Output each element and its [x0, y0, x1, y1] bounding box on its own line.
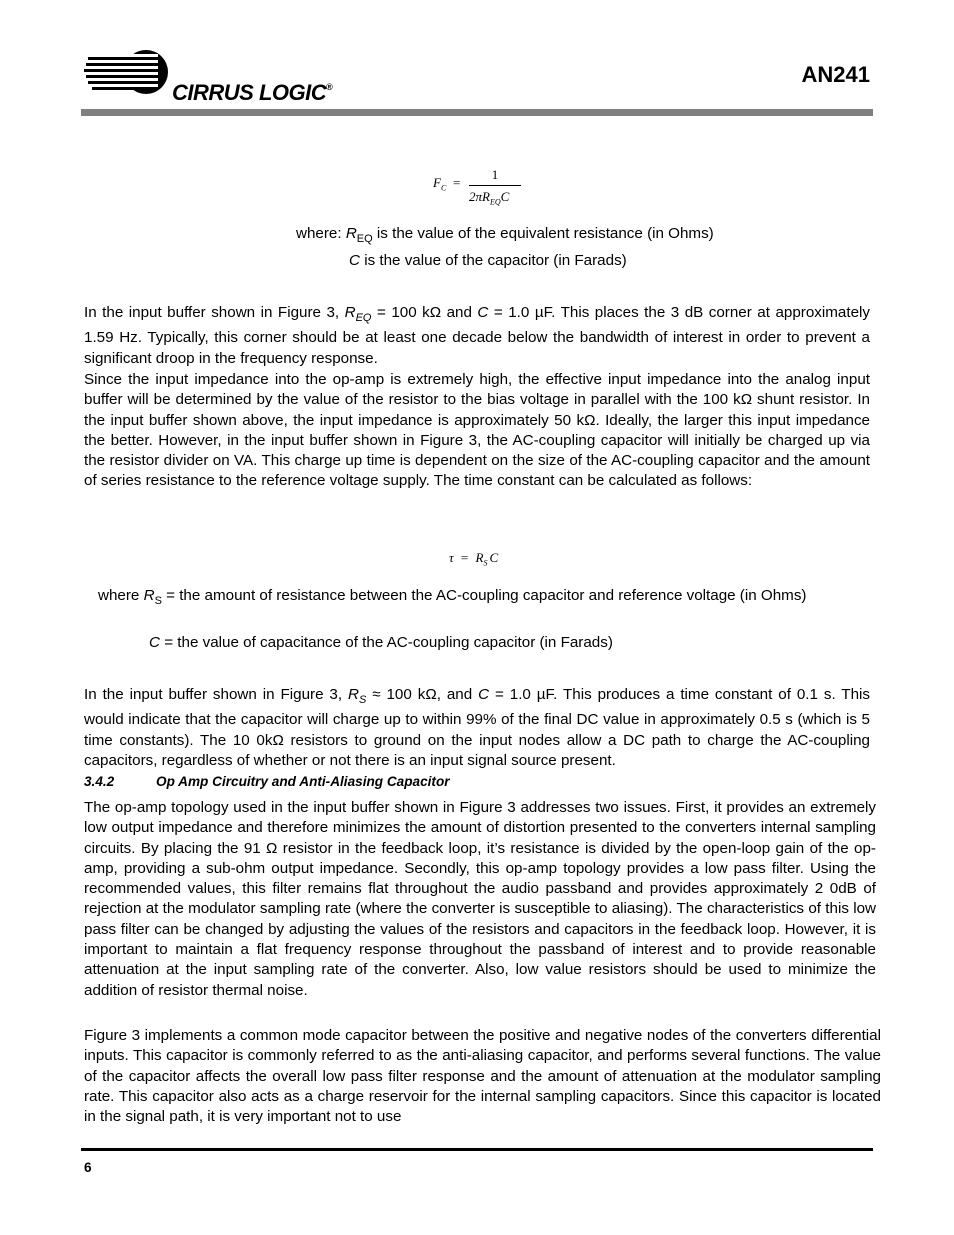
- formula1-denominator: $2\pi R_{EQ}C$: [469, 189, 510, 207]
- paragraph-input-impedance: Since the input impedance into the op-amp is extremely high, the effective input impedance into the analog input buffer will be determined by the value of the resistor to the bias voltage in parallel with the 100 kΩ shunt resistor. In the input buffer shown above, the input impedance is approximately 50 kΩ. Ideally, the larger this input impedance the better. However, in the input buffer shown in Figure 3, the AC-coupling capacitor will initially be charged up via the resistor divider on VA. This charge up time is dependent on the size of the AC-coupling capacitor and the amount of series resistance to the reference voltage supply. The time constant can be calculated as follows:: [84, 371, 870, 490]
- corner-frequency-formula: [433, 167, 533, 211]
- logo-wordmark: [172, 80, 332, 106]
- section-heading: [84, 774, 450, 789]
- paragraph-time-constant: In the input buffer shown in Figure 3, $R_S \approx 100$ kΩ, and C = 1.0 µF. This produces a time constant of 0.1 s. This would indicate that the capacitor will charge up to within 99% of the final DC value in approximately 0.5 s (which is 5 time constants). The 10 0kΩ resistors to ground on the input nodes allow a DC path to charge the AC-coupling capacitors, regardless of whether or not there is an input signal source present.: [84, 686, 870, 769]
- registered-mark: ®: [326, 82, 333, 92]
- formula1-lhs: $F_C$: [433, 175, 447, 193]
- logo-text: CIRRUS LOGIC: [172, 80, 327, 105]
- logo-swoosh-icon: [84, 48, 179, 104]
- header-rule: [81, 109, 873, 116]
- where-rs-definition: where $R_S$ = the amount of resistance between the AC-coupling capacitor and reference voltage (in Ohms): [98, 587, 807, 607]
- where-c-line: C is the value of the capacitor (in Farads): [349, 252, 627, 269]
- formula1-fraction-bar: [469, 185, 521, 186]
- formula1-equals: =: [453, 175, 461, 190]
- footer-rule: [81, 1148, 873, 1151]
- formula1-numerator: 1: [491, 167, 499, 182]
- company-logo: [84, 48, 334, 104]
- paragraph-op-amp-topology: The op-amp topology used in the input buffer shown in Figure 3 addresses two issues. First, it provides an extremely low output impedance and therefore minimizes the amount of distortion presented to the converters internal sampling circuits. By placing the 91 Ω resistor in the feedback loop, it’s resistance is divided by the open-loop gain of the op-amp, providing a sub-ohm output impedance. Secondly, this op-amp topology provides a low pass filter. Using the recommended values, this filter remains flat throughout the audio passband and provides approximately 2 0dB of rejection at the modulator sampling rate (where the converter is susceptible to aliasing). The characteristics of this low pass filter can be changed by adjusting the values of the resistors and capacitors in the feedback loop. However, it is important to maintain a flat frequency response throughout the passband of interest and to provide reasonable attenuation at the input sampling rate of the converter. Also, low value resistors should be used to minimize the addition of resistor thermal noise.: [84, 799, 876, 999]
- where-c-definition: C = the value of capacitance of the AC-coupling capacitor (in Farads): [149, 634, 613, 651]
- document-id: AN241: [801, 62, 870, 87]
- paragraph-common-mode-capacitor: Figure 3 implements a common mode capacitor between the positive and negative nodes of the converters differential inputs. This capacitor is commonly referred to as the anti-aliasing capacitor, and performs several functions. The value of the capacitor affects the overall low pass filter response and the amount of attenuation at the modulator sampling rate. This capacitor also acts as a charge reservoir for the internal sampling capacitors. Since this capacitor is located in the signal path, it is very important not to use: [84, 1027, 881, 1126]
- section-title: Op Amp Circuitry and Anti-Aliasing Capacitor: [156, 774, 450, 789]
- section-number: 3.4.2: [84, 774, 115, 789]
- time-constant-formula: $\tau = R_S$ C: [449, 550, 499, 568]
- where-req-line: where: $R_{EQ}$ is the value of the equivalent resistance (in Ohms): [296, 225, 714, 245]
- paragraph-3db-corner: In the input buffer shown in Figure 3, $R_{EQ} = 100$ kΩ and C = 1.0 µF. This places the 3 dB corner at approximately 1.59 Hz. Typically, this corner should be at least one decade below the bandwidth of interest in order to prevent a significant droop in the frequency response.: [84, 304, 870, 367]
- page-number: 6: [84, 1160, 92, 1175]
